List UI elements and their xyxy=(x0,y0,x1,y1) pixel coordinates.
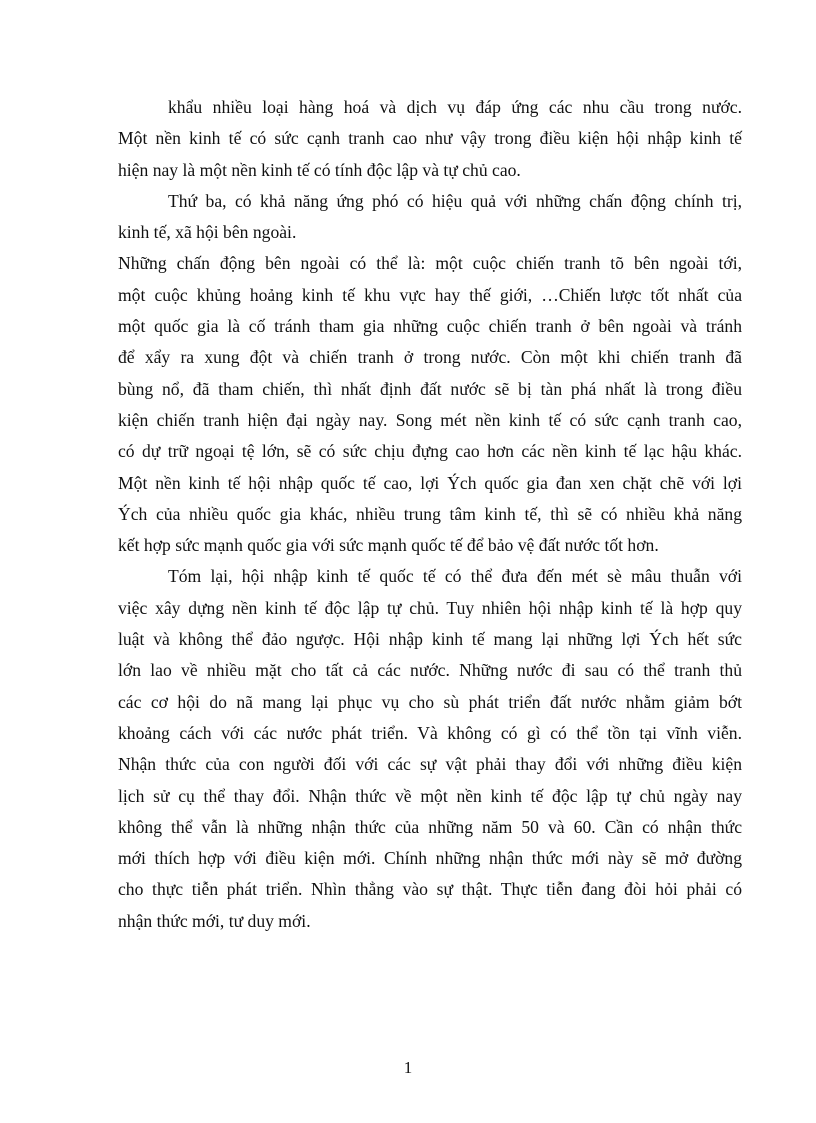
text-line: Một nền kinh tế hội nhập quốc tế cao, lợi Ých quốc gia đan xen chặt chẽ với lợi xyxy=(118,472,742,493)
text-line: khẩu nhiều loại hàng hoá và dịch vụ đáp ứng các nhu cầu trong nước. xyxy=(168,97,742,117)
body-text xyxy=(118,92,742,937)
text-line: khoảng cách với các nước phát triển. Và không có gì có thể tồn tại vĩnh viễn. xyxy=(118,722,742,743)
text-line: một quốc gia là cố tránh tham gia những cuộc chiến tranh ở bên ngoài và tránh xyxy=(118,316,742,337)
text-line: mới thích hợp với điều kiện mới. Chính những nhận thức mới này sẽ mở đường xyxy=(118,848,742,869)
text-line: nhận thức mới, tư duy mới. xyxy=(118,910,311,931)
text-line: để xẩy ra xung đột và chiến tranh ở trong nước. Còn một khi chiến tranh đã xyxy=(118,347,742,368)
text-line: Tóm lại, hội nhập kinh tế quốc tế có thể đưa đến mét sè mâu thuẫn với xyxy=(168,566,742,587)
page-number: 1 xyxy=(403,1058,413,1077)
text-line: Thứ ba, có khả năng ứng phó có hiệu quả với những chấn động chính trị, xyxy=(168,190,742,211)
text-line: kiện chiến tranh hiện đại ngày nay. Song mét nền kinh tế có sức cạnh tranh cao, xyxy=(118,409,742,430)
text-line: Nhận thức của con người đối với các sự vật phải thay đổi với những điều kiện xyxy=(118,754,742,775)
text-line: Ých của nhiều quốc gia khác, nhiều trung tâm kinh tế, thì sẽ có nhiều khả năng xyxy=(118,503,742,524)
text-line: lớn lao về nhiều mặt cho tất cả các nước. Những nước đi sau có thể tranh thủ xyxy=(118,660,742,681)
text-line: Những chấn động bên ngoài có thể là: một cuộc chiến tranh tõ bên ngoài tới, xyxy=(118,253,742,274)
text-line: lịch sử cụ thể thay đổi. Nhận thức về một nền kinh tế độc lập tự chủ ngày nay xyxy=(118,785,742,806)
text-line: kết hợp sức mạnh quốc gia với sức mạnh quốc tế để bảo vệ đất nước tốt hơn. xyxy=(118,535,659,556)
text-line: không thể vẫn là những nhận thức của những năm 50 và 60. Cần có nhận thức xyxy=(118,816,742,837)
text-line: các cơ hội do nã mang lại phục vụ cho sù phát triển đất nước nhằm giảm bớt xyxy=(118,691,742,712)
text-line: luật và không thể đảo ngược. Hội nhập kinh tế mang lại những lợi Ých hết sức xyxy=(118,629,742,650)
text-line: kinh tế, xã hội bên ngoài. xyxy=(118,222,297,243)
text-line: hiện nay là một nền kinh tế có tính độc lập và tự chủ cao. xyxy=(118,159,521,180)
text-line: Một nền kinh tế có sức cạnh tranh cao như vậy trong điều kiện hội nhập kinh tế xyxy=(118,128,742,149)
text-line: cho thực tiễn phát triển. Nhìn thẳng vào sự thật. Thực tiễn đang đòi hỏi phải có xyxy=(118,879,742,900)
text-line: một cuộc khủng hoảng kinh tế khu vực hay thế giới, …Chiến lược tốt nhất của xyxy=(118,284,742,305)
text-line: có dự trữ ngoại tệ lớn, sẽ có sức chịu đựng cao hơn các nền kinh tế lạc hậu khác. xyxy=(118,441,742,462)
text-line: bùng nổ, đã tham chiến, thì nhất định đất nước sẽ bị tàn phá nhất là trong điều xyxy=(118,378,742,399)
text-line: việc xây dựng nền kinh tế độc lập tự chủ. Tuy nhiên hội nhập kinh tế là hợp quy xyxy=(118,597,742,618)
